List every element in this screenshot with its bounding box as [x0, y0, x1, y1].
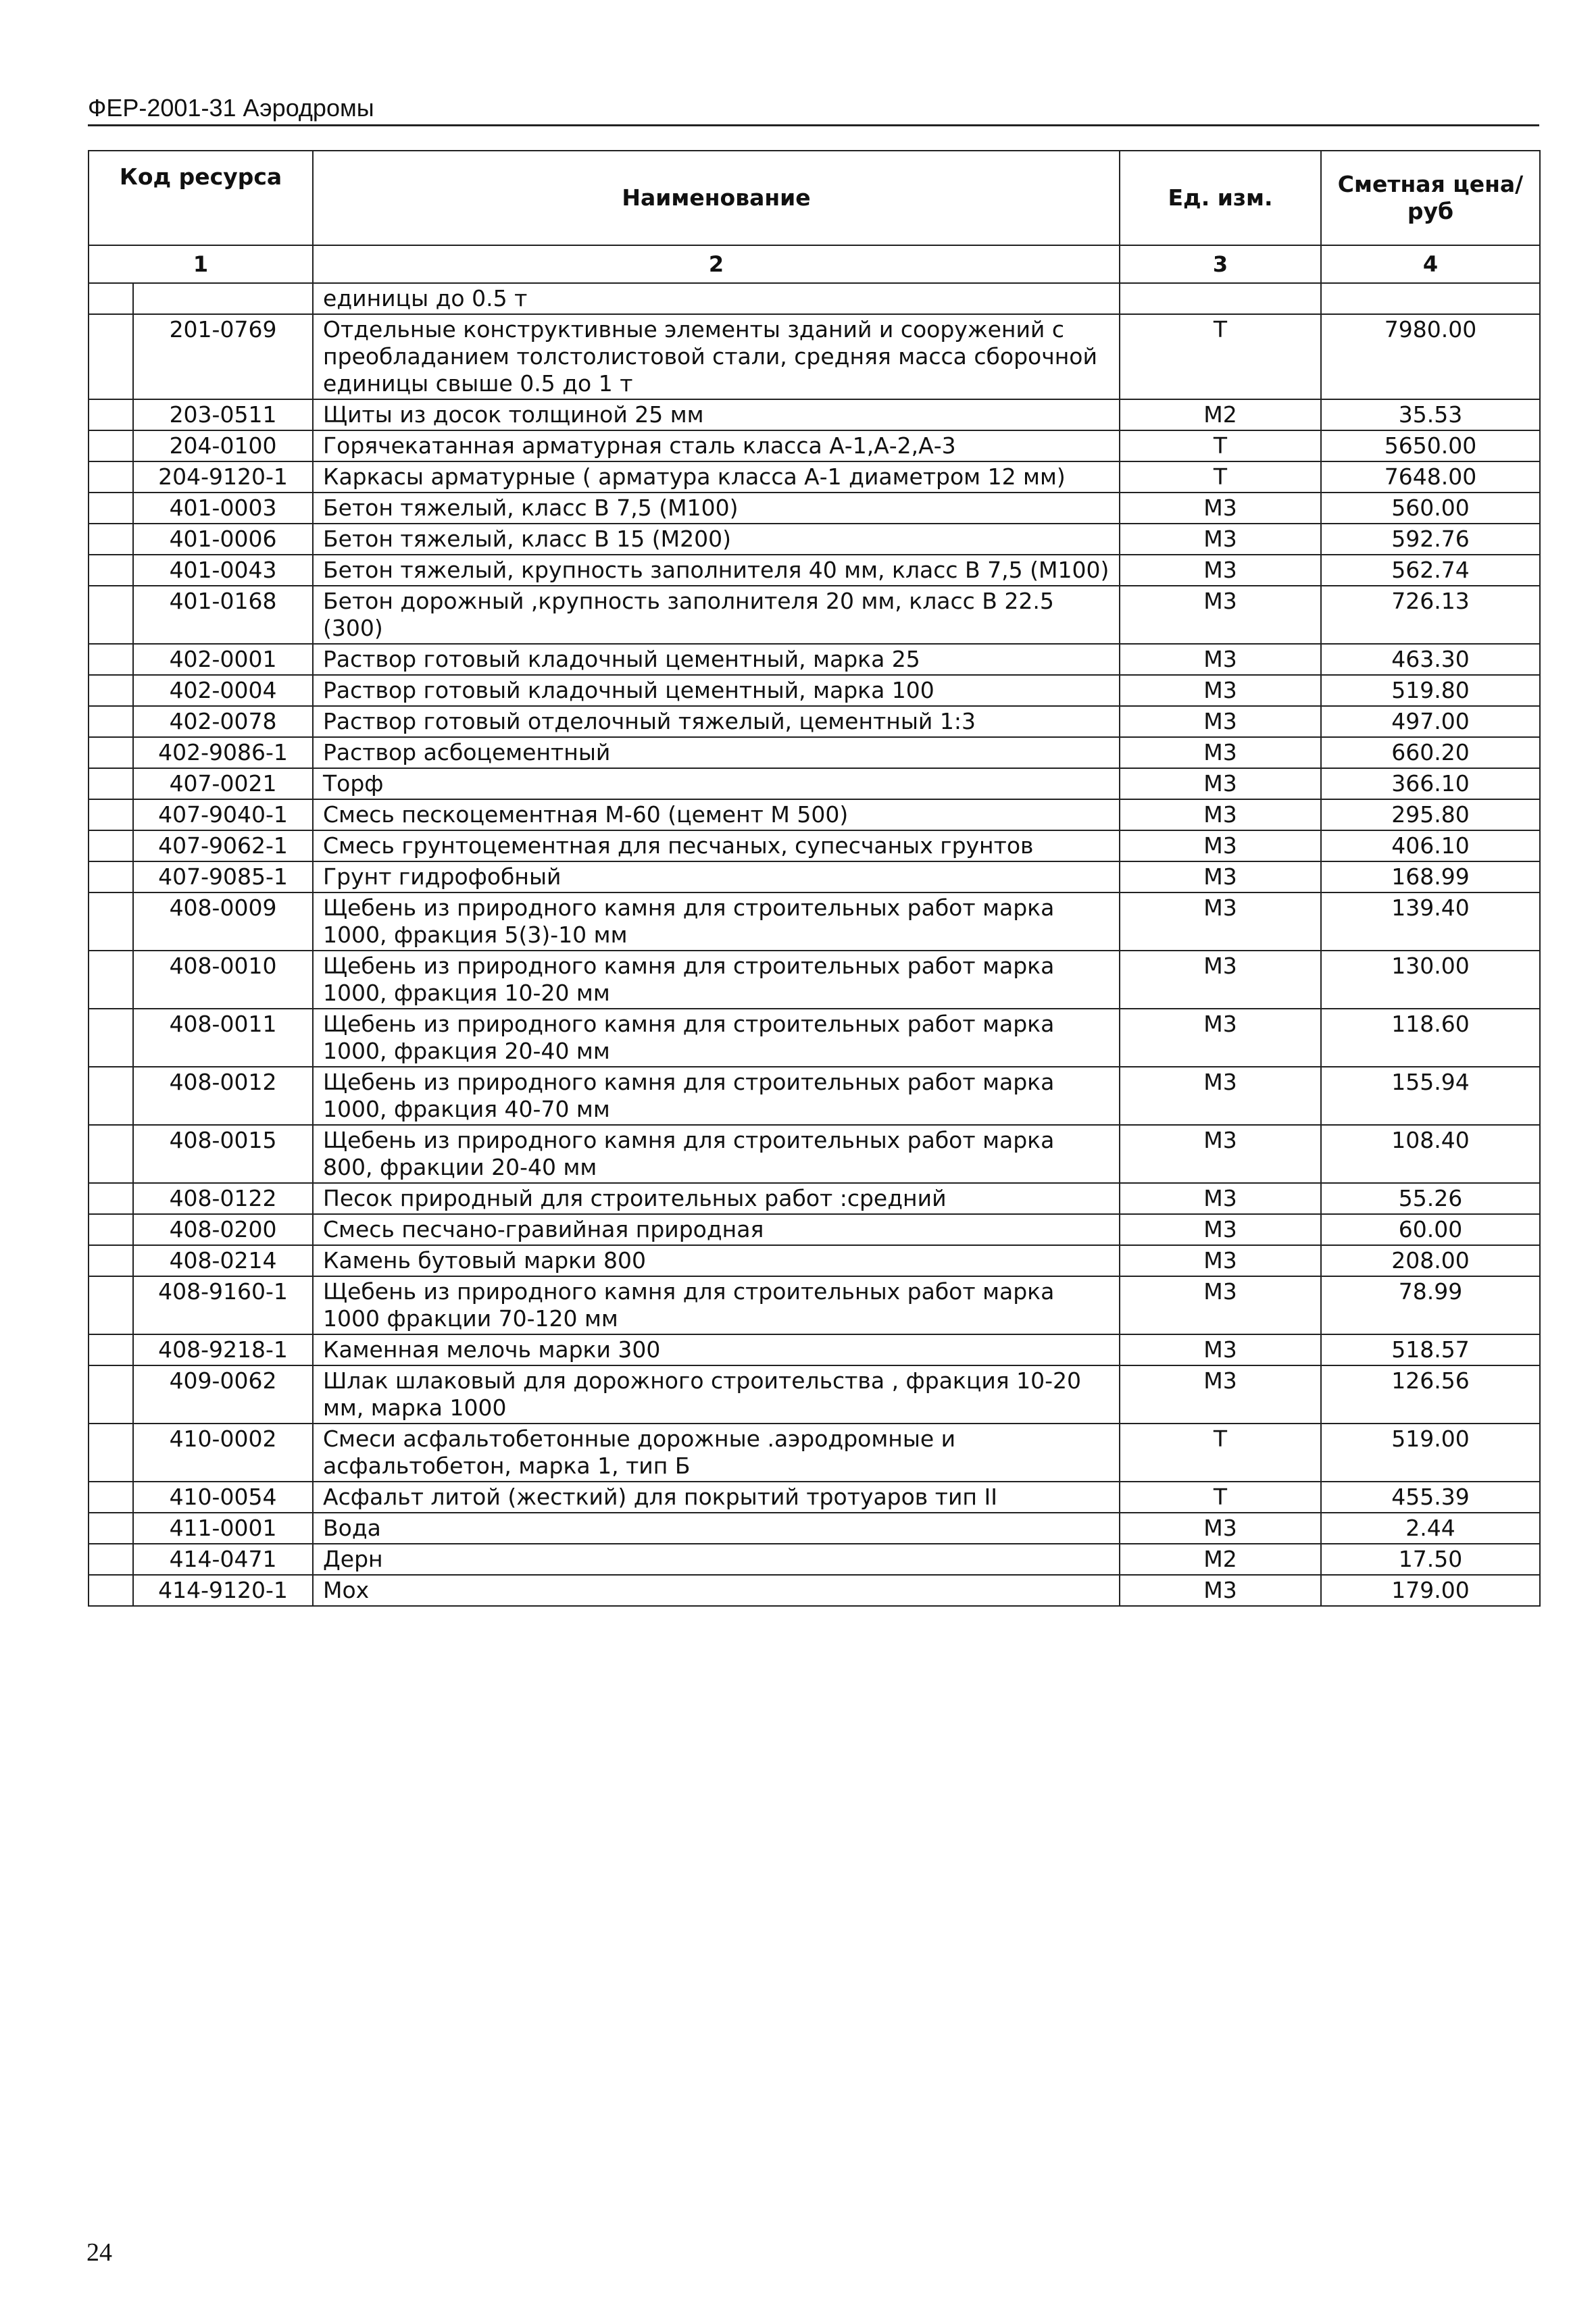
price-cell	[1321, 283, 1540, 314]
resource-code-cell: 201-0769	[133, 314, 313, 399]
resource-code-cell: 402-0001	[133, 644, 313, 675]
table-row	[89, 1365, 1540, 1424]
row-margin-cell	[89, 1067, 133, 1125]
row-margin-cell	[89, 1183, 133, 1214]
price-cell: 660.20	[1321, 737, 1540, 768]
resource-name-cell: Смесь пескоцементная М-60 (цемент М 500)	[313, 799, 1120, 830]
unit-cell: М3	[1120, 1067, 1321, 1125]
resource-name-cell: Дерн	[313, 1544, 1120, 1575]
resource-name-cell: Бетон тяжелый, крупность заполнителя 40 мм, класс В 7,5 (М100)	[313, 555, 1120, 586]
table-row	[89, 951, 1540, 1009]
row-margin-cell	[89, 1365, 133, 1424]
column-header-unit: Ед. изм.	[1120, 151, 1321, 245]
table-row	[89, 799, 1540, 830]
column-header-name: Наименование	[313, 151, 1120, 245]
row-margin-cell	[89, 283, 133, 314]
row-margin-cell	[89, 951, 133, 1009]
row-margin-cell	[89, 1276, 133, 1334]
unit-cell: Т	[1120, 1482, 1321, 1513]
resource-name-cell: Бетон тяжелый, класс В 15 (М200)	[313, 524, 1120, 555]
row-margin-cell	[89, 586, 133, 644]
price-cell: 60.00	[1321, 1214, 1540, 1245]
row-margin-cell	[89, 644, 133, 675]
resource-code-cell: 408-0009	[133, 892, 313, 951]
table-row	[89, 399, 1540, 430]
resource-name-cell: Смесь грунтоцементная для песчаных, супесчаных грунтов	[313, 830, 1120, 861]
unit-cell: М3	[1120, 1334, 1321, 1365]
resource-code-cell: 414-0471	[133, 1544, 313, 1575]
page-number: 24	[86, 2238, 112, 2267]
resource-name-cell: Горячекатанная арматурная сталь класса А-1,А-2,А-3	[313, 430, 1120, 461]
price-cell: 7648.00	[1321, 461, 1540, 493]
table-row	[89, 1183, 1540, 1214]
row-margin-cell	[89, 1544, 133, 1575]
table-row	[89, 706, 1540, 737]
resource-code-cell: 401-0003	[133, 493, 313, 524]
price-cell: 366.10	[1321, 768, 1540, 799]
table-row	[89, 1009, 1540, 1067]
resource-name-cell: Раствор асбоцементный	[313, 737, 1120, 768]
price-cell: 7980.00	[1321, 314, 1540, 399]
price-cell: 179.00	[1321, 1575, 1540, 1606]
table-row	[89, 586, 1540, 644]
row-margin-cell	[89, 430, 133, 461]
unit-cell: Т	[1120, 314, 1321, 399]
unit-cell: М3	[1120, 1575, 1321, 1606]
unit-cell: М3	[1120, 892, 1321, 951]
unit-cell: Т	[1120, 430, 1321, 461]
resource-name-cell: Песок природный для строительных работ :средний	[313, 1183, 1120, 1214]
resource-code-cell: 408-0214	[133, 1245, 313, 1276]
row-margin-cell	[89, 1334, 133, 1365]
resource-name-cell: Раствор готовый отделочный тяжелый, цементный 1:3	[313, 706, 1120, 737]
price-cell: 168.99	[1321, 861, 1540, 892]
row-margin-cell	[89, 1125, 133, 1183]
resource-code-cell: 203-0511	[133, 399, 313, 430]
table-row	[89, 737, 1540, 768]
row-margin-cell	[89, 1424, 133, 1482]
table-row	[89, 768, 1540, 799]
running-header: ФЕР-2001-31 Аэродромы	[88, 95, 1539, 126]
price-cell: 406.10	[1321, 830, 1540, 861]
resource-name-cell: Камень бутовый марки 800	[313, 1245, 1120, 1276]
price-cell: 108.40	[1321, 1125, 1540, 1183]
unit-cell: М3	[1120, 1365, 1321, 1424]
resource-name-cell: Щебень из природного камня для строительных работ марка 1000 фракции 70-120 мм	[313, 1276, 1120, 1334]
column-number-4: 4	[1321, 245, 1540, 283]
unit-cell: М3	[1120, 586, 1321, 644]
table-row	[89, 1276, 1540, 1334]
price-cell: 126.56	[1321, 1365, 1540, 1424]
price-cell: 55.26	[1321, 1183, 1540, 1214]
resource-name-cell: Щебень из природного камня для строительных работ марка 1000, фракция 5(3)-10 мм	[313, 892, 1120, 951]
resource-name-cell: Раствор готовый кладочный цементный, марка 100	[313, 675, 1120, 706]
price-cell: 130.00	[1321, 951, 1540, 1009]
unit-cell: М3	[1120, 1125, 1321, 1183]
unit-cell: М3	[1120, 1214, 1321, 1245]
resource-name-cell: Раствор готовый кладочный цементный, марка 25	[313, 644, 1120, 675]
resource-price-table	[88, 150, 1541, 1607]
resource-code-cell: 410-0054	[133, 1482, 313, 1513]
row-margin-cell	[89, 1009, 133, 1067]
table-row	[89, 1513, 1540, 1544]
resource-code-cell	[133, 283, 313, 314]
resource-code-cell: 407-9040-1	[133, 799, 313, 830]
resource-name-cell: Щебень из природного камня для строительных работ марка 1000, фракция 10-20 мм	[313, 951, 1120, 1009]
unit-cell: М3	[1120, 524, 1321, 555]
resource-code-cell: 401-0168	[133, 586, 313, 644]
resource-name-cell: Бетон тяжелый, класс В 7,5 (М100)	[313, 493, 1120, 524]
table-row	[89, 283, 1540, 314]
table-row	[89, 1424, 1540, 1482]
resource-name-cell: Смесь песчано-гравийная природная	[313, 1214, 1120, 1245]
table-row	[89, 861, 1540, 892]
table-row	[89, 430, 1540, 461]
resource-code-cell: 204-0100	[133, 430, 313, 461]
row-margin-cell	[89, 399, 133, 430]
table-row	[89, 314, 1540, 399]
resource-code-cell: 408-9218-1	[133, 1334, 313, 1365]
resource-name-cell: Асфальт литой (жесткий) для покрытий тротуаров тип II	[313, 1482, 1120, 1513]
resource-name-cell: единицы до 0.5 т	[313, 283, 1120, 314]
price-cell: 78.99	[1321, 1276, 1540, 1334]
price-cell: 560.00	[1321, 493, 1540, 524]
price-cell: 17.50	[1321, 1544, 1540, 1575]
resource-code-cell: 410-0002	[133, 1424, 313, 1482]
table-row	[89, 1334, 1540, 1365]
resource-name-cell: Торф	[313, 768, 1120, 799]
resource-name-cell: Смеси асфальтобетонные дорожные .аэродромные и асфальтобетон, марка 1, тип Б	[313, 1424, 1120, 1482]
price-cell: 518.57	[1321, 1334, 1540, 1365]
unit-cell: М3	[1120, 555, 1321, 586]
unit-cell: М3	[1120, 644, 1321, 675]
row-margin-cell	[89, 737, 133, 768]
price-cell: 455.39	[1321, 1482, 1540, 1513]
row-margin-cell	[89, 892, 133, 951]
row-margin-cell	[89, 493, 133, 524]
table-row	[89, 555, 1540, 586]
table-row	[89, 1067, 1540, 1125]
table-row	[89, 493, 1540, 524]
resource-name-cell: Каменная мелочь марки 300	[313, 1334, 1120, 1365]
row-margin-cell	[89, 1575, 133, 1606]
unit-cell: М3	[1120, 951, 1321, 1009]
price-cell: 519.00	[1321, 1424, 1540, 1482]
resource-name-cell: Шлак шлаковый для дорожного строительства , фракция 10-20 мм, марка 1000	[313, 1365, 1120, 1424]
unit-cell: М3	[1120, 1183, 1321, 1214]
price-cell: 208.00	[1321, 1245, 1540, 1276]
resource-name-cell: Щебень из природного камня для строительных работ марка 800, фракции 20-40 мм	[313, 1125, 1120, 1183]
table-row	[89, 1575, 1540, 1606]
row-margin-cell	[89, 1214, 133, 1245]
price-cell: 463.30	[1321, 644, 1540, 675]
table-row	[89, 675, 1540, 706]
resource-code-cell: 408-0015	[133, 1125, 313, 1183]
unit-cell: М2	[1120, 1544, 1321, 1575]
resource-code-cell: 408-0200	[133, 1214, 313, 1245]
row-margin-cell	[89, 314, 133, 399]
row-margin-cell	[89, 830, 133, 861]
table-row	[89, 830, 1540, 861]
unit-cell: Т	[1120, 1424, 1321, 1482]
row-margin-cell	[89, 1513, 133, 1544]
unit-cell: М3	[1120, 799, 1321, 830]
unit-cell: М3	[1120, 768, 1321, 799]
resource-name-cell: Щиты из досок толщиной 25 мм	[313, 399, 1120, 430]
unit-cell: М3	[1120, 737, 1321, 768]
price-cell: 295.80	[1321, 799, 1540, 830]
table-body	[89, 283, 1540, 1606]
resource-code-cell: 407-9085-1	[133, 861, 313, 892]
price-cell: 562.74	[1321, 555, 1540, 586]
resource-code-cell: 408-0122	[133, 1183, 313, 1214]
resource-name-cell: Щебень из природного камня для строительных работ марка 1000, фракция 20-40 мм	[313, 1009, 1120, 1067]
unit-cell: М3	[1120, 706, 1321, 737]
table-row	[89, 892, 1540, 951]
price-cell: 519.80	[1321, 675, 1540, 706]
resource-code-cell: 408-0012	[133, 1067, 313, 1125]
resource-code-cell: 408-0011	[133, 1009, 313, 1067]
resource-code-cell: 407-0021	[133, 768, 313, 799]
resource-code-cell: 408-9160-1	[133, 1276, 313, 1334]
row-margin-cell	[89, 706, 133, 737]
price-cell: 155.94	[1321, 1067, 1540, 1125]
resource-name-cell: Щебень из природного камня для строительных работ марка 1000, фракция 40-70 мм	[313, 1067, 1120, 1125]
unit-cell: М3	[1120, 861, 1321, 892]
resource-name-cell: Мох	[313, 1575, 1120, 1606]
resource-code-cell: 204-9120-1	[133, 461, 313, 493]
price-cell: 592.76	[1321, 524, 1540, 555]
resource-name-cell: Грунт гидрофобный	[313, 861, 1120, 892]
unit-cell: М2	[1120, 399, 1321, 430]
unit-cell: М3	[1120, 1009, 1321, 1067]
table-row	[89, 1125, 1540, 1183]
unit-cell: М3	[1120, 493, 1321, 524]
resource-code-cell: 402-9086-1	[133, 737, 313, 768]
resource-name-cell: Каркасы арматурные ( арматура класса А-1 диаметром 12 мм)	[313, 461, 1120, 493]
row-margin-cell	[89, 524, 133, 555]
resource-code-cell: 414-9120-1	[133, 1575, 313, 1606]
unit-cell	[1120, 283, 1321, 314]
column-number-3: 3	[1120, 245, 1321, 283]
resource-name-cell: Вода	[313, 1513, 1120, 1544]
price-cell: 35.53	[1321, 399, 1540, 430]
row-margin-cell	[89, 675, 133, 706]
resource-code-cell: 402-0078	[133, 706, 313, 737]
column-number-1: 1	[89, 245, 313, 283]
unit-cell: М3	[1120, 675, 1321, 706]
column-header-price: Сметная цена/руб	[1321, 151, 1540, 245]
price-cell: 118.60	[1321, 1009, 1540, 1067]
resource-code-cell: 409-0062	[133, 1365, 313, 1424]
column-number-2: 2	[313, 245, 1120, 283]
resource-code-cell: 402-0004	[133, 675, 313, 706]
resource-code-cell: 401-0043	[133, 555, 313, 586]
row-margin-cell	[89, 461, 133, 493]
table-row	[89, 644, 1540, 675]
table-row	[89, 524, 1540, 555]
unit-cell: Т	[1120, 461, 1321, 493]
row-margin-cell	[89, 799, 133, 830]
unit-cell: М3	[1120, 830, 1321, 861]
table-row	[89, 461, 1540, 493]
row-margin-cell	[89, 768, 133, 799]
unit-cell: М3	[1120, 1276, 1321, 1334]
price-cell: 726.13	[1321, 586, 1540, 644]
resource-name-cell: Отдельные конструктивные элементы зданий и сооружений с преобладанием толстолистовой стали, средняя масса сборочной единицы свыше 0.5 до 1 т	[313, 314, 1120, 399]
table-row	[89, 1544, 1540, 1575]
resource-code-cell: 407-9062-1	[133, 830, 313, 861]
row-margin-cell	[89, 555, 133, 586]
price-cell: 139.40	[1321, 892, 1540, 951]
price-cell: 5650.00	[1321, 430, 1540, 461]
price-cell: 2.44	[1321, 1513, 1540, 1544]
table-row	[89, 1482, 1540, 1513]
row-margin-cell	[89, 861, 133, 892]
row-margin-cell	[89, 1482, 133, 1513]
table-row	[89, 1245, 1540, 1276]
table-row	[89, 1214, 1540, 1245]
row-margin-cell	[89, 1245, 133, 1276]
unit-cell: М3	[1120, 1513, 1321, 1544]
resource-name-cell: Бетон дорожный ,крупность заполнителя 20 мм, класс В 22.5 (300)	[313, 586, 1120, 644]
column-header-code: Код ресурса	[89, 151, 313, 245]
resource-code-cell: 401-0006	[133, 524, 313, 555]
price-cell: 497.00	[1321, 706, 1540, 737]
resource-code-cell: 411-0001	[133, 1513, 313, 1544]
unit-cell: М3	[1120, 1245, 1321, 1276]
resource-code-cell: 408-0010	[133, 951, 313, 1009]
